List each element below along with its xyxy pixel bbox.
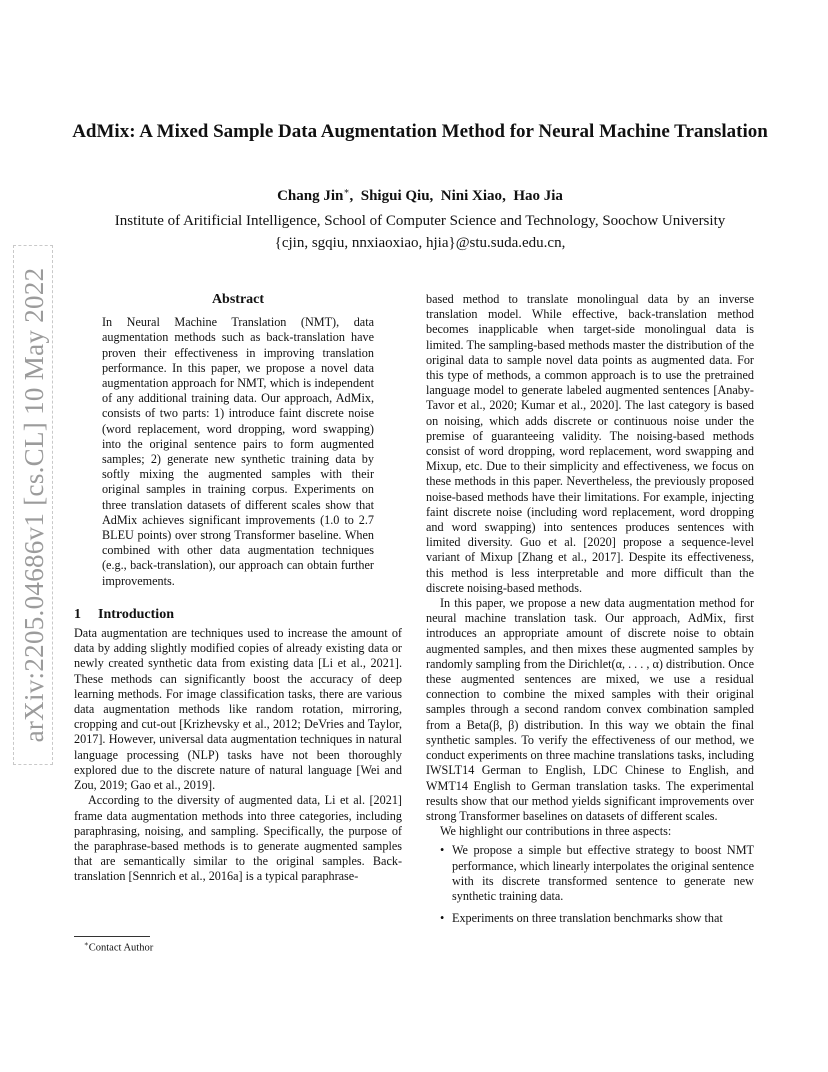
section-number: 1 — [74, 606, 81, 622]
contact-author-mark: ∗ — [343, 186, 350, 196]
arxiv-identifier: arXiv:2205.04686v1 [cs.CL] 10 May 2022 — [13, 245, 53, 765]
intro-paragraph-4: In this paper, we propose a new data augmentation method for neural machine translation task. Our approach, AdMix, first introduces an appropriate amount of discrete noise to obtain augmented samples, and then mixes these augmented samples by randomly sampling from the Dirichlet(α, . . . , α) distribution. Once these augmented sentences are mixed, we use a residual connection to combine the mixed samples with their original samples through a second random convex combination sampled from a Beta(β, β) distribution. In this way we obtain the final synthetic samples. To verify the effectiveness of our method, we conduct experiments on three machine translations tasks, including IWSLT14 German to English, LDC Chinese to English, and WMT14 English to German translation tasks. The experimental results show that our method yields significant improvements over strong Transformer baselines on datasets of different scales. — [426, 596, 754, 823]
footnote-rule — [74, 936, 150, 937]
author-list: Chang Jin∗, Shigui Qiu, Nini Xiao, Hao Jia — [277, 186, 563, 204]
author-name: Hao Jia — [513, 188, 563, 204]
section-heading-introduction — [74, 607, 402, 622]
section-title: Introduction — [98, 606, 174, 622]
paper-title: AdMix: A Mixed Sample Data Augmentation Method for Neural Machine Translation — [72, 121, 768, 142]
author-name: Nini Xiao — [440, 188, 503, 204]
footnote-text: Contact Author — [88, 942, 154, 954]
contributions-lead: We highlight our contributions in three aspects: — [440, 824, 672, 839]
footnote-mark: ∗ — [84, 940, 89, 948]
intro-paragraph-1: Data augmentation are techniques used to increase the amount of data by adding slightly modified copies of already existing data or newly created synthetic data from existing data [Li et al., 2021]. These methods can significantly boost the accuracy of deep learning methods. For image classification tasks, there are various data augmentation methods like random rotation, mirroring, cropping and cut-out [Krizhevsky et al., 2012; DeVries and Taylor, 2017]. However, universal data augmentation techniques in natural language processing (NLP) tasks have not been thoroughly explored due to the discrete nature of natural language [Wei and Zou, 2019; Gao et al., 2019]. — [74, 626, 402, 793]
footnote — [84, 940, 153, 954]
list-item: • We propose a simple but effective strategy to boost NMT performance, which linearly interpolates the original sentence with its discrete transformed sentence to generate new synthetic training data. — [440, 843, 754, 903]
right-column — [426, 292, 754, 933]
abstract-text: In Neural Machine Translation (NMT), data augmentation methods such as back-translation have proven their effectiveness in improving translation performance. In this paper, we propose a novel data augmentation approach for NMT, which is independent of any additional training data. Our approach, AdMix, consists of two parts: 1) introduce faint discrete noise (word replacement, word dropping, word swapping) into the original sentence pairs to form augmented samples; 2) generate new synthetic training data by softly mixing the augmented samples with their original samples in training corpus. Experiments on three translation datasets of different scales show that AdMix achieves significant improvements (1.0 to 2.7 BLEU points) over strong Transformer baseline. When combined with other data augmentation techniques (e.g., back-translation), our approach can obtain further improvements. — [102, 315, 374, 588]
left-column — [74, 292, 402, 885]
author-name: Shigui Qiu — [360, 188, 430, 204]
list-item: • Experiments on three translation benchmarks show that — [440, 911, 723, 926]
bullet-icon: • — [440, 911, 445, 926]
arxiv-stamp — [13, 245, 53, 765]
author-emails: {cjin, sgqiu, nnxiaoxiao, hjia}@stu.suda.edu.cn, — [274, 235, 566, 251]
affiliation: Institute of Aritificial Intelligence, School of Computer Science and Technology, Soochow University — [114, 213, 726, 229]
bullet-icon: • — [440, 843, 445, 858]
contributions-list — [426, 843, 754, 926]
author-name: Chang Jin — [277, 188, 344, 204]
intro-paragraph-2: According to the diversity of augmented data, Li et al. [2021] frame data augmentation methods into three categories, including paraphrasing, noising, and sampling. Specifically, the purpose of the paraphrase-based methods is to generate augmented samples that are semantically similar to the original samples. Back-translation [Sennrich et al., 2016a] is a typical paraphrase- — [74, 793, 402, 884]
abstract-heading: Abstract — [211, 292, 265, 307]
intro-paragraph-3: based method to translate monolingual data by an inverse translation model. While effective, back-translation method becomes inapplicable when target-side monolingual data is limited. The sampling-based methods master the distribution of the original data to sample novel data points as augmented data. For this type of methods, a common approach is to use the pretrained language model to generate labeled augmented sentences [Anaby-Tavor et al., 2020; Kumar et al., 2020]. The last category is based on noising, which adds discrete or continuous noise under the premise of guaranteeing validity. The noising-based methods consist of word dropping, word replacement, word swapping and Mixup, etc. Due to their simplicity and effectiveness, we focus on these methods in this paper. Nevertheless, the previously proposed noise-based methods have their limitations. For example, injecting faint discrete noise (including word replacement, word dropping and word swapping) into sentences produces sentences with limited diversity. Guo et al. [2020] propose a sequence-level variant of Mixup [Zhang et al., 2017]. Despite its effectiveness, this method is less interpretable and more difficult than the discrete noising-based methods. — [426, 292, 754, 595]
affiliation-block — [60, 210, 780, 254]
